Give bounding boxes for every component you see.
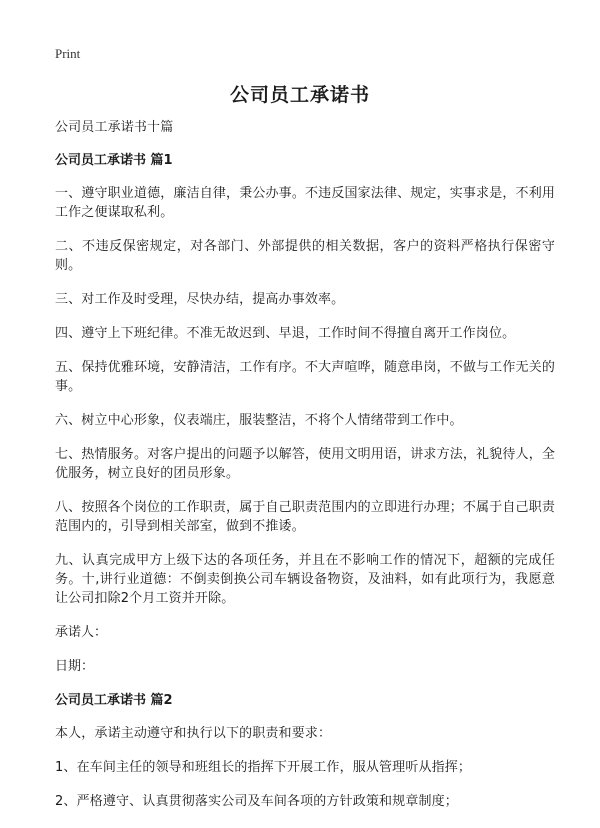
pledge-item-5: 五、保持优雅环境，安静清洁，工作有序。不大声喧哗，随意串岗，不做与工作无关的事。 [55, 360, 555, 394]
pledge-item-8: 八、按照各个岗位的工作职责，属于自己职责范围内的立即进行办理；不属于自己职责范围内的，引导到相关部室，做到不推诿。 [55, 500, 555, 534]
date-label: 日期： [55, 659, 95, 674]
pledge-item-6: 六、树立中心形象，仪表端庄，服装整洁，不将个人情绪带到工作中。 [55, 413, 463, 428]
section2-item-1: 1、在车间主任的领导和班组长的指挥下开展工作，服从管理听从指挥； [55, 760, 472, 775]
promiser-label: 承诺人： [55, 625, 108, 640]
pledge-item-3: 三、对工作及时受理，尽快办结，提高办事效率。 [55, 292, 345, 307]
document-title: 公司员工承诺书 [229, 84, 370, 106]
pledge-item-2: 二、不违反保密规定，对各部门、外部提供的相关数据，客户的资料严格执行保密守则。 [55, 239, 555, 273]
section2-intro: 本人，承诺主动遵守和执行以下的职责和要求： [55, 726, 332, 741]
pledge-item-1: 一、遵守职业道德，廉洁自律，秉公办事。不违反国家法律、规定，实事求是，不利用工作之便谋取私利。 [55, 186, 555, 220]
print-label: Print [55, 46, 81, 61]
pledge-item-4: 四、遵守上下班纪律。不准无故迟到、早退，工作时间不得擅自离开工作岗位。 [55, 326, 516, 341]
document-subtitle: 公司员工承诺书十篇 [55, 120, 174, 135]
section2-item-2: 2、严格遵守、认真贯彻落实公司及车间各项的方针政策和规章制度； [55, 794, 458, 809]
pledge-item-9: 九、认真完成甲方上级下达的各项任务，并且在不影响工作的情况下，超额的完成任务。十,讲行业道德：不倒卖倒换公司车辆设备物资，及油料，如有此项行为，我愿意让公司扣除2个月工资并开除。 [55, 553, 555, 606]
section-heading-2: 公司员工承诺书 篇2 [55, 693, 173, 708]
pledge-item-7: 七、热情服务。对客户提出的问题予以解答，使用文明用语，讲求方法，礼貌待人，全优服务，树立良好的团员形象。 [55, 447, 555, 481]
section-heading-1: 公司员工承诺书 篇1 [55, 153, 173, 168]
document-body [55, 118, 555, 826]
